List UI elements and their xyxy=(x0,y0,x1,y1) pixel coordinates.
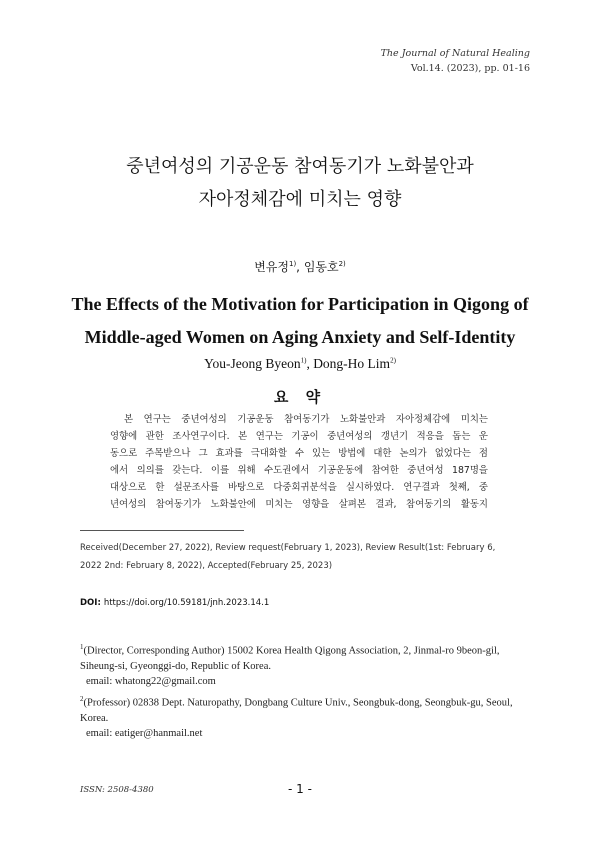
korean-author-1-affiliation: 1) xyxy=(288,260,297,268)
doi-label: DOI: xyxy=(80,598,104,608)
footnote-divider xyxy=(80,530,244,531)
received-dates xyxy=(80,539,520,575)
journal-header xyxy=(381,46,530,76)
page-number: - 1 - xyxy=(288,782,312,796)
abstract-line: 영향에 관한 조사연구이다. 본 연구는 기공이 중년여성의 갱년기 적응을 돕는 운 xyxy=(110,431,488,442)
korean-authors xyxy=(0,258,600,275)
footnote-1-marker: 1 xyxy=(80,643,84,651)
footnote-2-email[interactable]: email: eatiger@hanmail.net xyxy=(86,727,203,739)
abstract-line: 동으로 주목받으나 그 효과를 극대화할 수 있는 방법에 대한 논의가 없었다는 점 xyxy=(110,448,488,459)
english-author-1-affiliation: 1) xyxy=(300,356,307,365)
abstract-line: 본 연구는 중년여성의 기공운동 참여동기가 노화불안과 자아정체감에 미치는 xyxy=(124,414,488,425)
abstract-line: 대상으로 한 설문조사를 바탕으로 다중회귀분석을 실시하였다. 연구결과 첫째, 중 xyxy=(110,482,488,493)
journal-name: The Journal of Natural Healing xyxy=(380,48,530,59)
english-title xyxy=(0,288,600,354)
received-line-2: 2022 2nd: February 8, 2022), Accepted(February 25, 2023) xyxy=(80,561,333,571)
abstract-heading: 요 약 xyxy=(273,388,327,406)
abstract-line: 에서 의의를 갖는다. 이를 위해 수도권에서 기공운동에 참여한 중년여성 187명을 xyxy=(110,465,488,476)
footnote-2-marker: 2 xyxy=(80,695,84,703)
journal-volume: Vol.14. (2023), pp. 01-16 xyxy=(410,63,530,74)
english-title-line-2: Middle-aged Women on Aging Anxiety and Self-Identity xyxy=(84,327,516,347)
english-author-separator: , xyxy=(306,356,314,371)
english-authors xyxy=(0,356,600,372)
abstract-line: 년여성의 참여동기가 노화불안에 미치는 영향을 살펴본 결과, 참여동기의 활동지 xyxy=(110,499,488,510)
korean-author-separator: , xyxy=(296,260,304,274)
korean-author-2: 임동호 xyxy=(303,260,339,274)
english-author-2: Dong-Ho Lim xyxy=(313,356,391,371)
english-author-2-affiliation: 2) xyxy=(390,356,396,365)
english-author-1: You-Jeong Byeon xyxy=(204,356,301,371)
english-title-line-1: The Effects of the Motivation for Participation in Qigong of xyxy=(71,294,529,314)
korean-author-2-affiliation: 2) xyxy=(338,260,346,268)
korean-title-line-1: 중년여성의 기공운동 참여동기가 노화불안과 xyxy=(126,156,474,177)
abstract-body xyxy=(110,411,488,513)
footnote-1-affiliation: (Director, Corresponding Author) 15002 Korea Health Qigong Association, 2, Jinmal-ro 9beon-gil, Siheung-si, Gyeonggi-do, Republic of Korea. xyxy=(80,645,500,672)
korean-title-line-2: 자아정체감에 미치는 영향 xyxy=(198,189,402,210)
korean-author-1: 변유정 xyxy=(254,260,289,274)
doi-link[interactable]: https://doi.org/10.59181/jnh.2023.14.1 xyxy=(103,598,270,608)
footnote-1 xyxy=(80,640,522,689)
footnote-2 xyxy=(80,692,522,741)
doi xyxy=(80,598,269,608)
issn: ISSN: 2508-4380 xyxy=(80,785,154,795)
received-line-1: Received(December 27, 2022), Review request(February 1, 2023), Review Result(1st: February 6, xyxy=(80,543,496,553)
footnote-2-affiliation: (Professor) 02838 Dept. Naturopathy, Dongbang Culture Univ., Seongbuk-dong, Seongbuk-gu, Seoul, Korea. xyxy=(80,697,513,724)
korean-title xyxy=(0,150,600,216)
footnote-1-email[interactable]: email: whatong22@gmail.com xyxy=(86,675,216,687)
